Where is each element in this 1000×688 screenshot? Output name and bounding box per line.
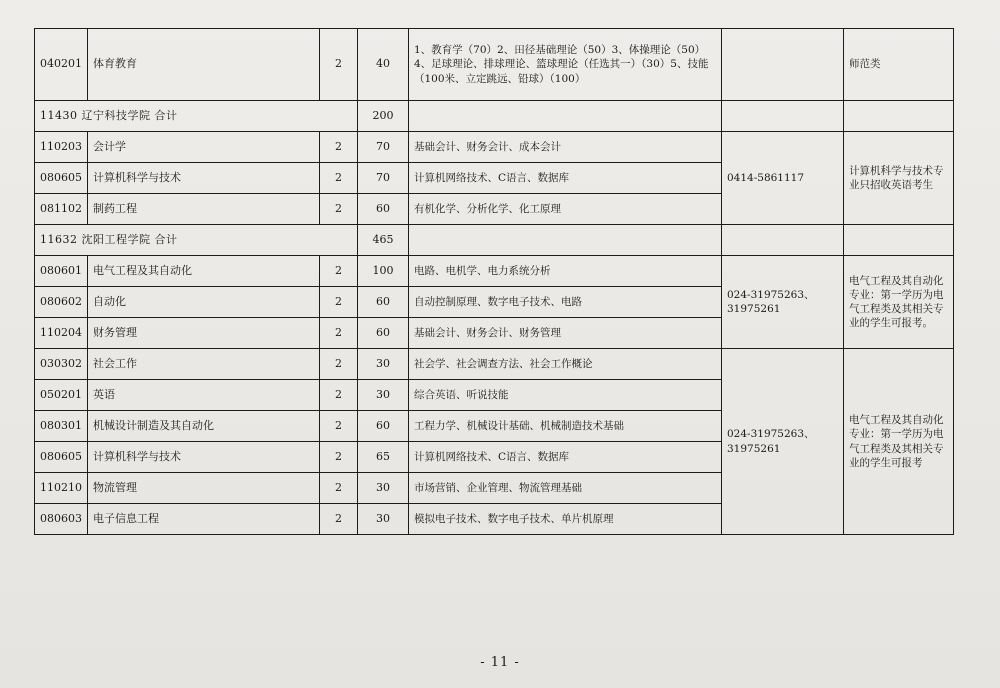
enrollment-count: 60	[358, 411, 409, 442]
exam-subjects: 综合英语、听说技能	[409, 380, 722, 411]
major-name: 机械设计制造及其自动化	[88, 411, 320, 442]
enrollment-count: 60	[358, 194, 409, 225]
contact-phone: 024-31975263、31975261	[722, 256, 844, 349]
remark: 电气工程及其自动化专业：第一学历为电气工程类及其相关专业的学生可报考	[844, 349, 954, 535]
major-code: 080601	[35, 256, 88, 287]
major-code: 110203	[35, 132, 88, 163]
study-years: 2	[320, 411, 358, 442]
table-row	[35, 132, 954, 163]
study-years: 2	[320, 504, 358, 535]
major-code: 040201	[35, 29, 88, 101]
exam-subjects: 计算机网络技术、C语言、数据库	[409, 163, 722, 194]
enrollment-count: 30	[358, 504, 409, 535]
major-code: 030302	[35, 349, 88, 380]
exam-subjects: 市场营销、企业管理、物流管理基础	[409, 473, 722, 504]
major-name: 英语	[88, 380, 320, 411]
remark: 电气工程及其自动化专业：第一学历为电气工程类及其相关专业的学生可报考。	[844, 256, 954, 349]
major-code: 080301	[35, 411, 88, 442]
major-name: 计算机科学与技术	[88, 442, 320, 473]
enrollment-count: 60	[358, 287, 409, 318]
major-name: 物流管理	[88, 473, 320, 504]
exam-subjects: 有机化学、分析化学、化工原理	[409, 194, 722, 225]
school-subtotal-row	[35, 225, 954, 256]
major-name: 财务管理	[88, 318, 320, 349]
enrollment-count: 70	[358, 163, 409, 194]
major-code: 110204	[35, 318, 88, 349]
major-name: 会计学	[88, 132, 320, 163]
school-subtotal-title: 11632 沈阳工程学院 合计	[35, 225, 358, 256]
study-years: 2	[320, 256, 358, 287]
study-years: 2	[320, 442, 358, 473]
study-years: 2	[320, 380, 358, 411]
exam-subjects: 电路、电机学、电力系统分析	[409, 256, 722, 287]
study-years: 2	[320, 287, 358, 318]
school-subtotal-count: 200	[358, 101, 409, 132]
enrollment-count: 100	[358, 256, 409, 287]
school-subtotal-count: 465	[358, 225, 409, 256]
enrollment-count: 65	[358, 442, 409, 473]
contact-phone: 0414-5861117	[722, 132, 844, 225]
major-code: 080605	[35, 442, 88, 473]
study-years: 2	[320, 132, 358, 163]
major-name: 制药工程	[88, 194, 320, 225]
exam-subjects: 1、教育学（70）2、田径基础理论（50）3、体操理论（50）4、足球理论、排球理论、篮球理论（任选其一）（30）5、技能（100米、立定跳远、铅球）（100）	[409, 29, 722, 101]
enrollment-count: 40	[358, 29, 409, 101]
enrollment-count: 30	[358, 349, 409, 380]
major-code: 050201	[35, 380, 88, 411]
study-years: 2	[320, 473, 358, 504]
major-code: 110210	[35, 473, 88, 504]
major-name: 体育教育	[88, 29, 320, 101]
remark: 师范类	[844, 29, 954, 101]
contact-phone: 024-31975263、31975261	[722, 349, 844, 535]
exam-subjects: 模拟电子技术、数字电子技术、单片机原理	[409, 504, 722, 535]
study-years: 2	[320, 349, 358, 380]
empty-cell	[409, 101, 722, 132]
enrollment-table	[34, 28, 954, 535]
empty-cell	[844, 101, 954, 132]
table-row	[35, 256, 954, 287]
major-code: 081102	[35, 194, 88, 225]
table-row	[35, 349, 954, 380]
table-row	[35, 29, 954, 101]
major-code: 080603	[35, 504, 88, 535]
enrollment-count: 30	[358, 380, 409, 411]
remark: 计算机科学与技术专业只招收英语考生	[844, 132, 954, 225]
contact-phone	[722, 29, 844, 101]
major-name: 电子信息工程	[88, 504, 320, 535]
study-years: 2	[320, 163, 358, 194]
study-years: 2	[320, 194, 358, 225]
enrollment-count: 60	[358, 318, 409, 349]
exam-subjects: 基础会计、财务会计、成本会计	[409, 132, 722, 163]
major-code: 080602	[35, 287, 88, 318]
school-subtotal-title: 11430 辽宁科技学院 合计	[35, 101, 358, 132]
empty-cell	[722, 225, 844, 256]
exam-subjects: 基础会计、财务会计、财务管理	[409, 318, 722, 349]
major-name: 社会工作	[88, 349, 320, 380]
exam-subjects: 工程力学、机械设计基础、机械制造技术基础	[409, 411, 722, 442]
exam-subjects: 社会学、社会调查方法、社会工作概论	[409, 349, 722, 380]
major-code: 080605	[35, 163, 88, 194]
enrollment-count: 70	[358, 132, 409, 163]
empty-cell	[409, 225, 722, 256]
school-subtotal-row	[35, 101, 954, 132]
empty-cell	[844, 225, 954, 256]
exam-subjects: 计算机网络技术、C语言、数据库	[409, 442, 722, 473]
major-name: 自动化	[88, 287, 320, 318]
major-name: 电气工程及其自动化	[88, 256, 320, 287]
enrollment-count: 30	[358, 473, 409, 504]
study-years: 2	[320, 29, 358, 101]
empty-cell	[722, 101, 844, 132]
exam-subjects: 自动控制原理、数字电子技术、电路	[409, 287, 722, 318]
page-number: - 11 -	[480, 655, 520, 670]
major-name: 计算机科学与技术	[88, 163, 320, 194]
study-years: 2	[320, 318, 358, 349]
